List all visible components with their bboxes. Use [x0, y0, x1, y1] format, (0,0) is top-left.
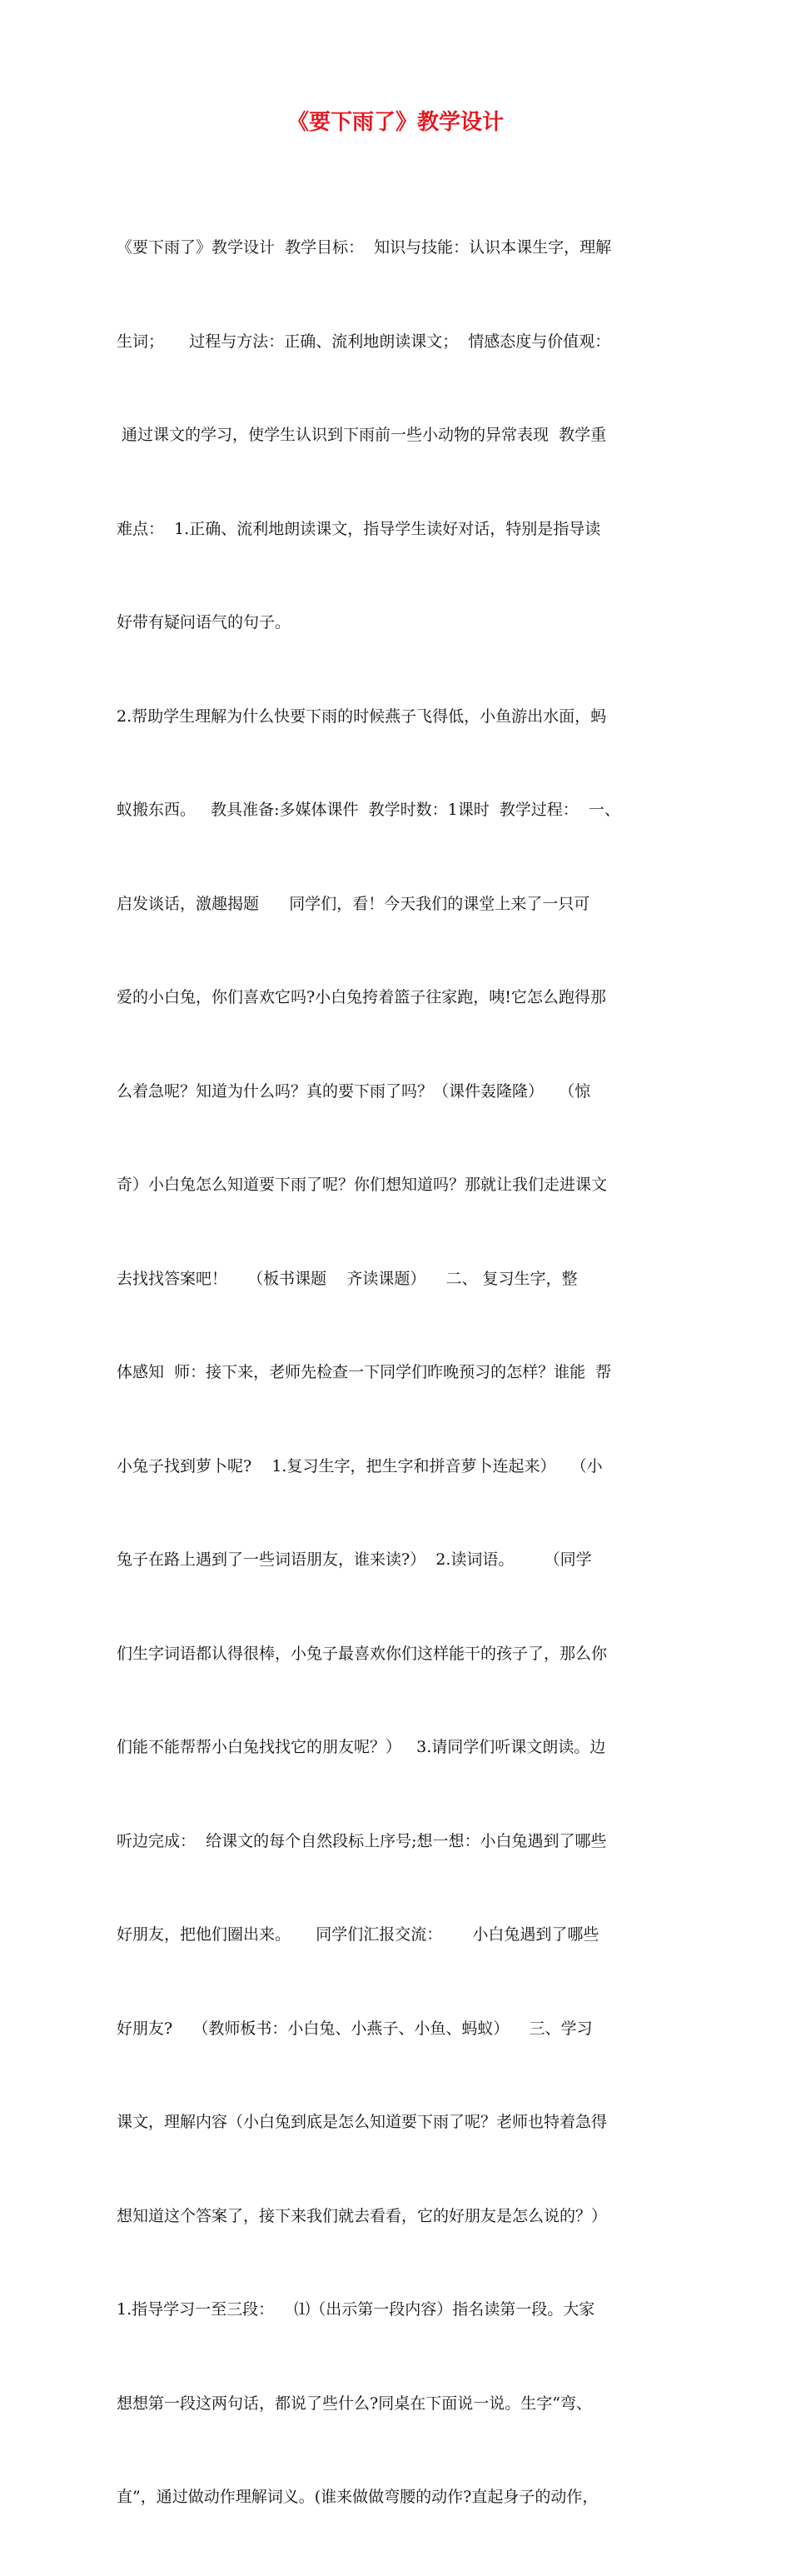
body-line: 启发谈话，激趣揭题 同学们，看！今天我们的课堂上来了一只可 — [117, 894, 590, 913]
body-line: 《要下雨了》教学设计 教学目标： 知识与技能：认识本课生字，理解 — [117, 238, 612, 257]
body-line: 蚁搬东西。 教具准备:多媒体课件 教学时数：1课时 教学过程： 一、 — [117, 801, 620, 819]
body-line: 课文，理解内容（小白兔到底是怎么知道要下雨了呢？老师也特着急得 — [117, 2113, 608, 2131]
body-line: 小兔子找到萝卜呢? 1.复习生字，把生字和拼音萝卜连起来） （小 — [117, 1456, 603, 1475]
body-line: 好朋友，把他们圈出来。 同学们汇报交流： 小白兔遇到了哪些 — [117, 1925, 599, 1944]
body-line: 们生字词语都认得很棒，小兔子最喜欢你们这样能干的孩子了，那么你 — [117, 1644, 608, 1663]
body-line: 么着急呢？知道为什么吗？真的要下雨了吗？（课件轰隆隆） （惊 — [117, 1081, 591, 1101]
body-line: 体感知 师：接下来，老师先检查一下同学们昨晚预习的怎样？谁能 帮 — [117, 1363, 612, 1381]
body-line: 兔子在路上遇到了一些词语朋友，谁来读?） 2.读词语。 （同学 — [117, 1550, 592, 1569]
document-body — [117, 170, 678, 2576]
body-line: 2.帮助学生理解为什么快要下雨的时候燕子飞得低，小鱼游出水面，蚂 — [117, 706, 607, 726]
document-title: 《要下雨了》教学设计 — [286, 110, 504, 135]
body-line: 想知道这个答案了，接下来我们就去看看，它的好朋友是怎么说的？） — [117, 2206, 608, 2225]
body-line: 想想第一段这两句话，都说了些什么?同桌在下面说一说。生字“弯、 — [117, 2394, 592, 2413]
body-line: 好朋友? （教师板书：小白兔、小燕子、小鱼、蚂蚁） 三、学习 — [117, 2019, 593, 2038]
body-line: 奇）小白兔怎么知道要下雨了呢？你们想知道吗？那就让我们走进课文 — [117, 1176, 608, 1194]
body-line: 好带有疑问语气的句子。 — [117, 613, 291, 632]
body-line: 听边完成： 给课文的每个自然段标上序号;想一想：小白兔遇到了哪些 — [117, 1831, 607, 1850]
body-line: 生词； 过程与方法：正确、流利地朗读课文； 情感态度与价值观： — [117, 332, 611, 351]
body-line: 1.指导学习一至三段： ⑴（出示第一段内容）指名读第一段。大家 — [117, 2300, 595, 2319]
body-line: 直”，通过做动作理解词义。(谁来做做弯腰的动作?直起身子的动作， — [117, 2488, 599, 2506]
body-line: 去找找答案吧！ （板书课题 齐读课题） 二、 复习生字，整 — [117, 1269, 578, 1288]
body-line: 通过课文的学习，使学生认识到下雨前一些小动物的异常表现 教学重 — [117, 426, 607, 444]
body-line: 们能不能帮帮小白兔找找它的朋友呢？） 3.请同学们听课文朗读。边 — [117, 1738, 606, 1756]
body-line: 难点： 1.正确、流利地朗读课文，指导学生读好对话，特别是指导读 — [117, 519, 601, 538]
body-line: 爱的小白兔，你们喜欢它吗?小白兔挎着篮子往家跑，咦!它怎么跑得那 — [117, 988, 606, 1006]
